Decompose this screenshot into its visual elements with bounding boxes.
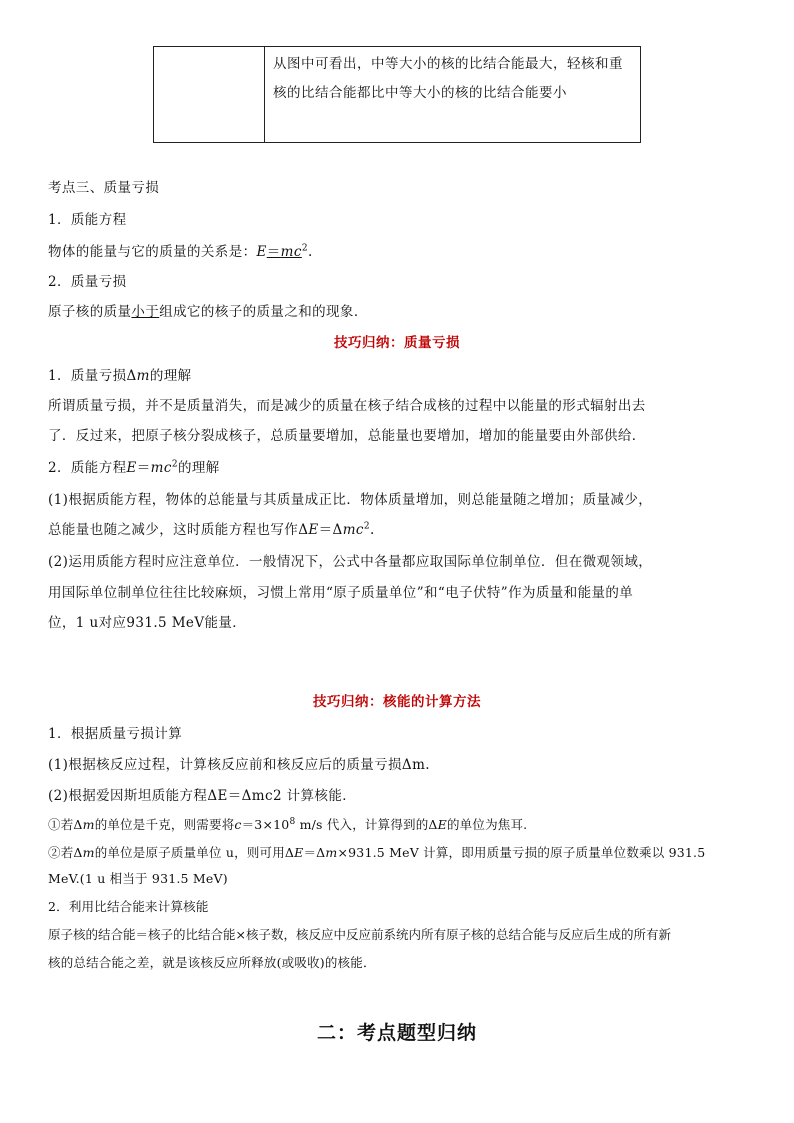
formula-sup: 2 <box>363 521 370 532</box>
tip-heading-mass-defect: 技巧归纳：质量亏损 <box>334 335 460 351</box>
tip2-text-line2: 核的总结合能之差，就是该核反应所释放(或吸收)的核能． <box>48 955 376 970</box>
formula-eq: ＝Δ <box>303 845 326 860</box>
text-span: 原子核的质量 <box>48 304 132 320</box>
mass-defect-title: 2．质量亏损 <box>48 274 127 290</box>
formula-sup: 8 <box>289 816 296 827</box>
tip1-text1-line1: 所谓质量亏损，并不是质量消失，而是减少的质量在核子结合成核的过程中以能量的形式辐射出去 <box>48 398 646 414</box>
formula-var: E <box>308 522 319 538</box>
text-span: 的单位为焦耳. <box>446 817 528 832</box>
formula-var: mc <box>150 460 172 476</box>
text-span: 1．质量亏损Δ <box>48 368 137 384</box>
formula-var: m <box>82 845 95 860</box>
text-span: m/s 代入，计算得到的Δ <box>295 817 438 832</box>
tip1-text3-line2: 用国际单位制单位往往比较麻烦，习惯上常用“原子质量单位”和“电子伏特”作为质量和能量的单 <box>48 585 634 601</box>
formula-var: m <box>82 817 95 832</box>
tip1-text3-line1: (2)运用质能方程时应注意单位．一般情况下，公式中各量都应取国际单位制单位．但在微观领域， <box>48 554 653 570</box>
text-span: ×931.5 MeV 计算，即用质量亏损的原子质量单位数乘以 931.5 <box>337 845 706 860</box>
text-span: ①若Δ <box>48 817 83 832</box>
formula-eq: ＝ <box>266 244 281 260</box>
tip1-text1-line2: 了．反过来，把原子核分裂成核子，总质量要增加，总能量也要增加，增加的能量要由外部供给． <box>48 428 646 444</box>
formula-var: m <box>325 845 338 860</box>
formula-var: mc <box>342 522 364 538</box>
formula-var: E <box>294 845 304 860</box>
text-span: 总能量也随之减少，这时质能方程也写作Δ <box>48 522 309 538</box>
formula-eq: ＝ <box>136 460 151 476</box>
tip2-text-line1: 原子核的结合能＝核子的比结合能×核子数，核反应中反应前系统内所有原子核的总结合能与反应后生成的所有新 <box>48 927 671 942</box>
underlined-term: 小于 <box>131 304 160 320</box>
text-span: 组成它的核子的质量之和的现象． <box>159 304 368 320</box>
text-span: 的理解 <box>177 460 220 476</box>
tip2-line2: (2)根据爱因斯坦质能方程ΔE＝Δmc2 计算核能． <box>48 788 357 804</box>
tip1-text3-line3: 位，1 u对应931.5 MeV能量． <box>48 615 247 631</box>
tip1-item1-title <box>48 364 192 384</box>
text-span: . <box>370 522 375 538</box>
text-span: ＝3×10 <box>241 817 290 832</box>
tip2-line1: (1)根据核反应过程，计算核反应前和核反应后的质量亏损Δm. <box>48 757 430 773</box>
tip1-item2-title <box>48 456 220 476</box>
formula-var: m <box>136 368 150 384</box>
text-span: . <box>307 244 313 260</box>
tip2-line4 <box>48 843 705 861</box>
text-span: 物体的能量与它的质量的关系是： <box>48 244 257 260</box>
mass-energy-equation-title: 1．质能方程 <box>48 212 127 228</box>
tip-heading-nuclear-energy: 技巧归纳：核能的计算方法 <box>313 694 481 710</box>
formula-var: mc <box>280 244 302 260</box>
text-span: 的理解 <box>149 368 192 384</box>
tip1-text2-line1: (1)根据质能方程，物体的总能量与其质量成正比．物体质量增加，则总能量随之增加；质量减少， <box>48 492 653 508</box>
text-span: 2．质能方程 <box>48 460 127 476</box>
formula-var: c <box>234 817 242 832</box>
formula-var: E <box>256 244 267 260</box>
table-empty-cell <box>154 47 265 143</box>
tip2-line3 <box>48 815 527 833</box>
section-heading-3: 考点三、质量亏损 <box>48 180 160 196</box>
formula-sup: 2 <box>301 243 308 254</box>
tip2-item2-title: 2．利用比结合能来计算核能 <box>48 899 209 914</box>
mass-energy-equation-text <box>48 240 313 260</box>
formula-var: E <box>126 460 137 476</box>
mass-defect-text <box>48 300 368 320</box>
tip2-line5: MeV.(1 u 相当于 931.5 MeV) <box>48 871 228 886</box>
section-2-title: 二：考点题型归纳 <box>316 1022 477 1044</box>
energy-table <box>153 46 641 143</box>
text-span: 的单位是千克，则需要将 <box>94 817 235 832</box>
tip2-item1-title: 1．根据质量亏损计算 <box>48 726 183 742</box>
formula-eq: ＝Δ <box>318 522 343 538</box>
text-span: 的单位是原子质量单位 u，则可用Δ <box>94 845 295 860</box>
tip1-text2-line2 <box>48 518 375 538</box>
text-span: ②若Δ <box>48 845 83 860</box>
formula-sup: 2 <box>171 459 178 470</box>
table-text-cell: 从图中可看出，中等大小的核的比结合能最大，轻核和重核的比结合能都比中等大小的核的比结合能要小 <box>265 47 641 143</box>
formula-var: E <box>437 817 447 832</box>
